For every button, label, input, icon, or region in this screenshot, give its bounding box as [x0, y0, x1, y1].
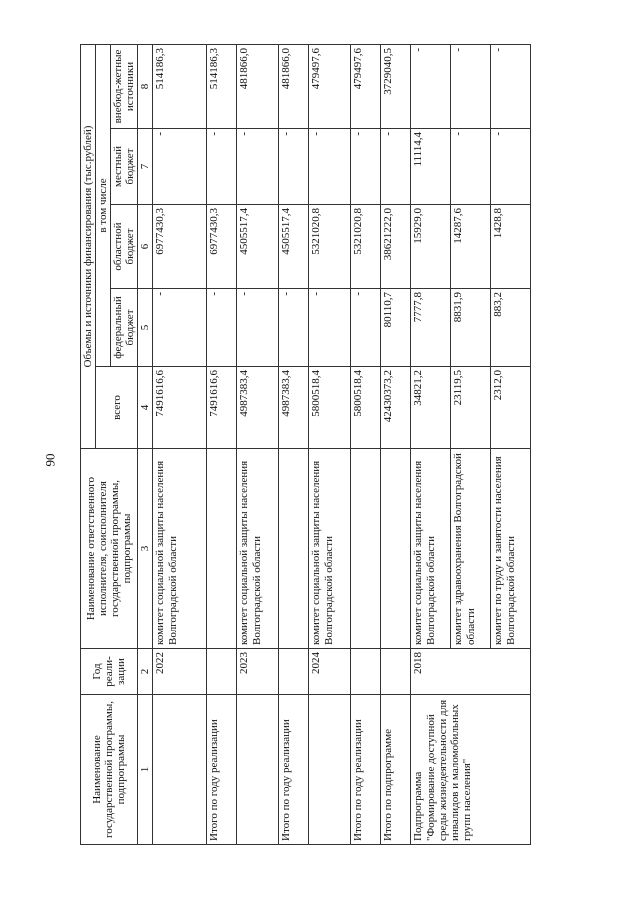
table-row — [309, 44, 351, 844]
header-federal: федеральный бюджет — [111, 289, 138, 367]
extra-cell: 481866,0 — [279, 44, 309, 128]
year-cell — [351, 649, 381, 695]
extra-cell: - — [411, 44, 451, 128]
local-cell: - — [279, 129, 309, 205]
executor-cell: комитет социальной защиты населения Волгоградской области — [237, 449, 279, 649]
col-num: 5 — [138, 289, 153, 367]
table-row — [381, 44, 411, 844]
col-num: 1 — [138, 695, 153, 845]
year-cell — [207, 649, 237, 695]
total-cell: 34821,2 — [411, 367, 451, 449]
header-local: местный бюджет — [111, 129, 138, 205]
executor-cell — [279, 449, 309, 649]
extra-cell: 479497,6 — [309, 44, 351, 128]
extra-cell: 479497,6 — [351, 44, 381, 128]
executor-cell: комитет здравоохранения Волгоградской области — [451, 449, 491, 649]
regional-cell: 15929,0 — [411, 205, 451, 289]
header-regional: областной бюджет — [111, 205, 138, 289]
col-num: 3 — [138, 449, 153, 649]
year-cell: 2024 — [309, 649, 351, 695]
year-cell: 2018 — [411, 649, 531, 695]
col-num: 4 — [138, 367, 153, 449]
regional-cell: 14287,6 — [451, 205, 491, 289]
table-row — [279, 44, 309, 844]
program-name-cell: Итого по подпрограмме — [381, 695, 411, 845]
extra-cell: 481866,0 — [237, 44, 279, 128]
total-cell: 4987383,4 — [279, 367, 309, 449]
federal-cell: - — [279, 289, 309, 367]
executor-cell: комитет социальной защиты населения Волгоградской области — [411, 449, 451, 649]
program-name-cell: Подпрограмма "Формирование доступной среды жизнедеятельности для инвалидов и маломобильных групп населения" — [411, 695, 531, 845]
header-including: в том числе — [96, 44, 111, 366]
federal-cell: - — [351, 289, 381, 367]
table-row — [351, 44, 381, 844]
financing-table — [80, 44, 531, 845]
header-program-name: Наименование государственной программы, подпрограммы — [81, 695, 138, 845]
executor-cell: комитет по труду и занятости населения Волгоградской области — [491, 449, 531, 649]
year-cell: 2023 — [237, 649, 279, 695]
executor-cell — [381, 449, 411, 649]
total-cell: 7491616,6 — [153, 367, 207, 449]
col-num: 2 — [138, 649, 153, 695]
regional-cell: 38621222,0 — [381, 205, 411, 289]
extra-cell: 514186,3 — [207, 44, 237, 128]
extra-cell: - — [491, 44, 531, 128]
total-cell: 5800518,4 — [351, 367, 381, 449]
program-name-cell: Итого по году реализации — [207, 695, 237, 845]
program-name-cell — [309, 695, 351, 845]
local-cell: - — [351, 129, 381, 205]
col-num: 8 — [138, 44, 153, 128]
regional-cell: 4505517,4 — [237, 205, 279, 289]
regional-cell: 5321020,8 — [309, 205, 351, 289]
executor-cell: комитет социальной защиты населения Волгоградской области — [309, 449, 351, 649]
regional-cell: 6977430,3 — [207, 205, 237, 289]
total-cell: 23119,5 — [451, 367, 491, 449]
local-cell: - — [491, 129, 531, 205]
col-num: 7 — [138, 129, 153, 205]
federal-cell: - — [237, 289, 279, 367]
table-row — [207, 44, 237, 844]
col-num: 6 — [138, 205, 153, 289]
total-cell: 4987383,4 — [237, 367, 279, 449]
header-extra: внебюд-жетные источники — [111, 44, 138, 128]
federal-cell: 80110,7 — [381, 289, 411, 367]
regional-cell: 4505517,4 — [279, 205, 309, 289]
program-name-cell: Итого по году реализации — [279, 695, 309, 845]
total-cell: 5800518,4 — [309, 367, 351, 449]
program-name-cell — [153, 695, 207, 845]
local-cell: - — [153, 129, 207, 205]
local-cell: - — [451, 129, 491, 205]
local-cell: - — [381, 129, 411, 205]
federal-cell: - — [153, 289, 207, 367]
regional-cell: 6977430,3 — [153, 205, 207, 289]
year-cell — [381, 649, 411, 695]
extra-cell: 514186,3 — [153, 44, 207, 128]
header-funding: Объемы и источники финансирования (тыс.рублей) — [81, 44, 96, 448]
federal-cell: 883,2 — [491, 289, 531, 367]
extra-cell: - — [451, 44, 491, 128]
regional-cell: 1428,8 — [491, 205, 531, 289]
year-cell: 2022 — [153, 649, 207, 695]
year-cell — [279, 649, 309, 695]
federal-cell: - — [207, 289, 237, 367]
extra-cell: 3729040,5 — [381, 44, 411, 128]
total-cell: 42430373,2 — [381, 367, 411, 449]
total-cell: 2312,0 — [491, 367, 531, 449]
local-cell: - — [207, 129, 237, 205]
header-year: Год реали-зации — [81, 649, 138, 695]
rotated-table-container — [80, 45, 600, 845]
page-number: 90 — [42, 453, 58, 467]
local-cell: - — [237, 129, 279, 205]
executor-cell: комитет социальной защиты населения Волгоградской области — [153, 449, 207, 649]
federal-cell: 7777,8 — [411, 289, 451, 367]
header-total: всего — [96, 367, 138, 449]
federal-cell: - — [309, 289, 351, 367]
executor-cell — [207, 449, 237, 649]
total-cell: 7491616,6 — [207, 367, 237, 449]
table-row — [153, 44, 207, 844]
federal-cell: 8831,9 — [451, 289, 491, 367]
table-row — [411, 44, 451, 844]
program-name-cell — [237, 695, 279, 845]
executor-cell — [351, 449, 381, 649]
local-cell: 11114,4 — [411, 129, 451, 205]
program-name-cell: Итого по году реализации — [351, 695, 381, 845]
regional-cell: 5321020,8 — [351, 205, 381, 289]
header-executor: Наименование ответственного исполнителя, соисполнителя государственной программы, подпрограммы — [81, 449, 138, 649]
table-row — [237, 44, 279, 844]
local-cell: - — [309, 129, 351, 205]
